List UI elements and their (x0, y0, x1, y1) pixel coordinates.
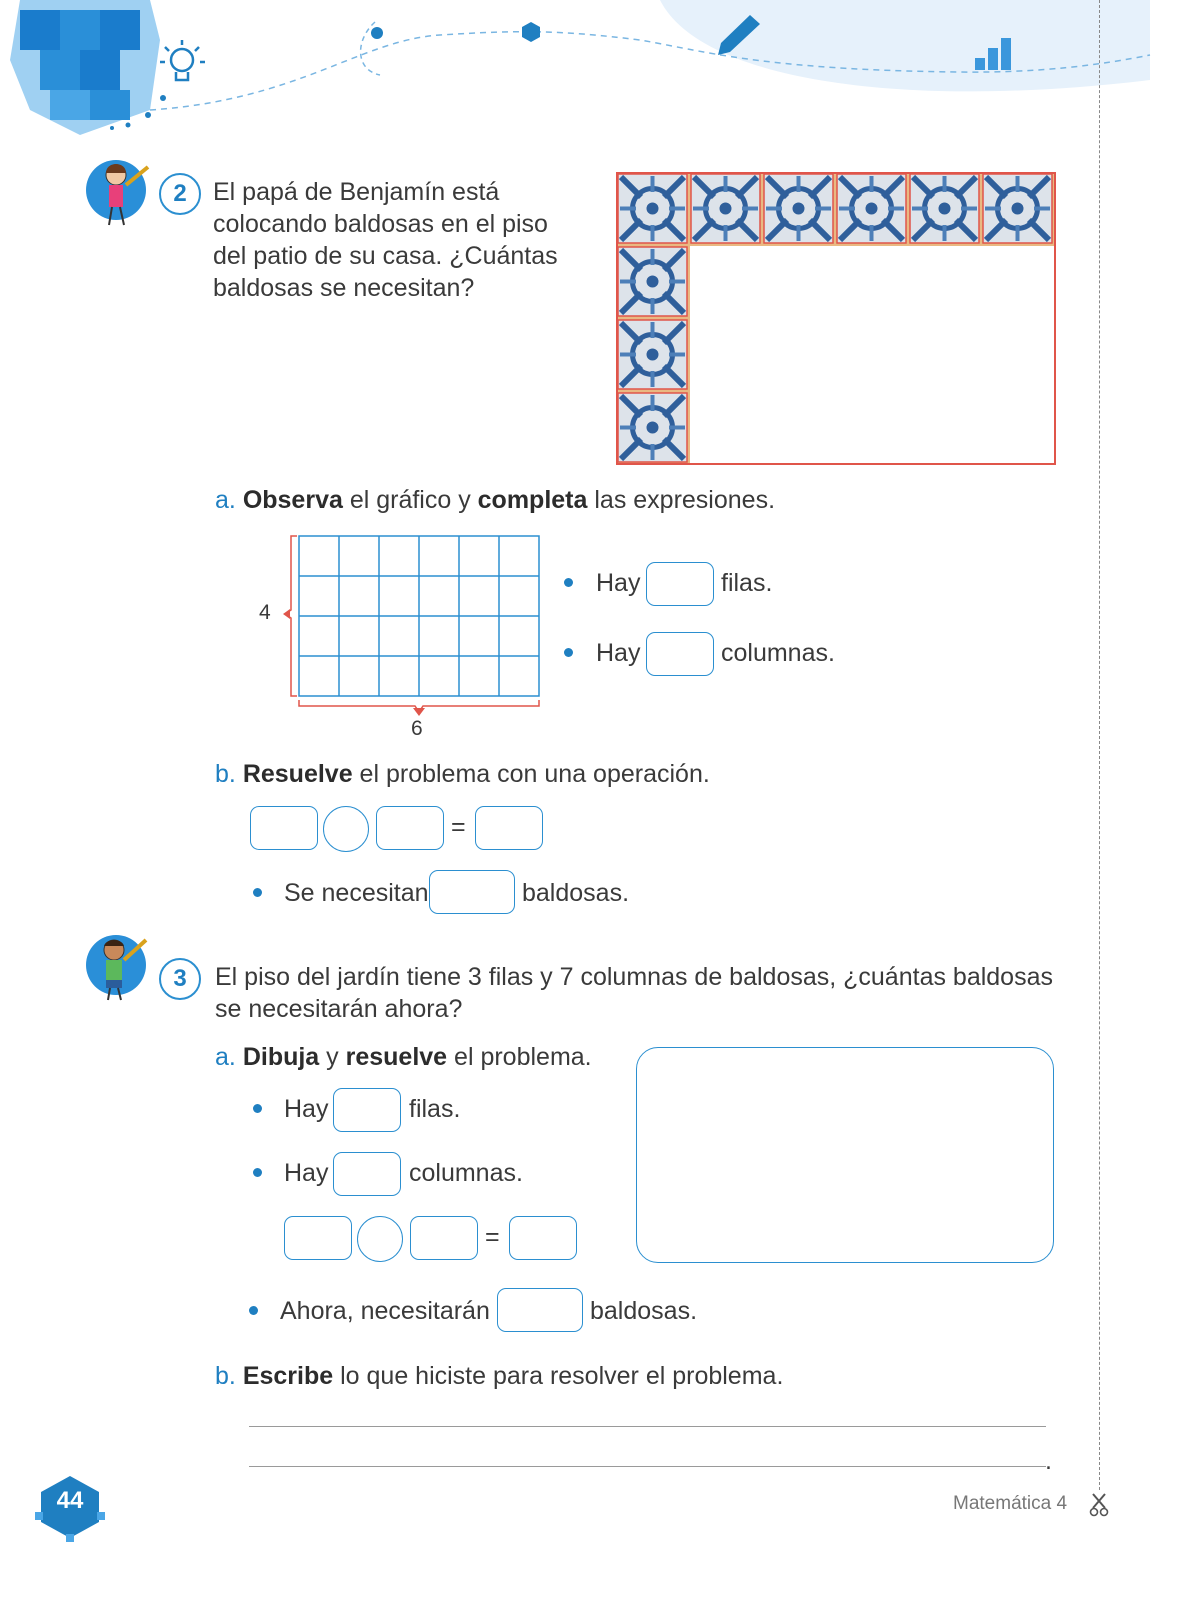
q3-tiles-answer-box[interactable] (497, 1288, 583, 1332)
q3-cols-pre: Hay (284, 1159, 329, 1187)
answer-line-2[interactable] (249, 1466, 1046, 1467)
question-3-text: El piso del jardín tiene 3 filas y 7 columnas de baldosas, ¿cuántas baldosas se necesitarán ahora? (215, 963, 1053, 1023)
q2-part-b-verb: Resuelve (242, 760, 353, 788)
grid-diagram (255, 530, 550, 745)
q3-cols-answer-box[interactable] (333, 1152, 401, 1196)
q3-part-b-rest: lo que hiciste para resolver el problema. (333, 1362, 784, 1390)
q3-part-a-verb2: resuelve (345, 1043, 448, 1071)
q3-part-a-letter: a. (215, 1043, 236, 1071)
q3-result-post: baldosas. (590, 1297, 698, 1325)
q3-rows-pre: Hay (284, 1095, 329, 1123)
q3-equals-sign: = (485, 1223, 500, 1251)
grid-row-label: 4 (259, 601, 271, 624)
q2-part-b-instruction (215, 758, 710, 790)
q3-part-a-mid: y (319, 1043, 346, 1071)
q3-part-b-letter: b. (215, 1362, 236, 1390)
q2-tiles-answer-box[interactable] (429, 870, 515, 914)
q2-part-b-letter: b. (215, 760, 236, 788)
q2-result-box[interactable] (475, 806, 543, 850)
q2-rows-post: filas. (721, 569, 773, 597)
bullet (249, 1306, 258, 1315)
q2-part-a-verb1: Observa (242, 486, 343, 514)
tile-floor-illustration (616, 172, 1056, 466)
question-2-text: El papá de Benjamín está colocando baldosas en el piso del patio de su casa. ¿Cuántas baldosas se necesitan? (213, 178, 558, 302)
q2-part-a-instruction (215, 484, 775, 516)
q2-part-a-mid: el gráfico y (342, 486, 478, 514)
scissors-icon (1088, 1492, 1110, 1518)
header-decoration (0, 0, 1193, 150)
bullet (564, 648, 573, 657)
q2-operand2-box[interactable] (376, 806, 444, 850)
bullet (253, 1104, 262, 1113)
cube-stack-icon (10, 0, 160, 135)
q2-cols-answer-box[interactable] (646, 632, 714, 676)
q3-operand2-box[interactable] (410, 1216, 478, 1260)
q3-part-a-verb1: Dibuja (242, 1043, 320, 1071)
bullet (253, 888, 262, 897)
q3-part-a-rest: el problema. (447, 1043, 592, 1071)
bullet (253, 1168, 262, 1177)
grid-cells (299, 536, 539, 696)
book-title: Matemática 4 (953, 1493, 1068, 1514)
row-bracket-tip (283, 609, 290, 619)
q3-rows-post: filas. (409, 1095, 461, 1123)
q3-drawing-area[interactable] (636, 1047, 1054, 1263)
q2-rows-answer-box[interactable] (646, 562, 714, 606)
answer-period: . (1045, 1447, 1052, 1475)
q2-cols-post: columnas. (721, 639, 835, 667)
q2-part-a-rest: las expresiones. (587, 486, 776, 514)
q3-rows-answer-box[interactable] (333, 1088, 401, 1132)
cut-line (1099, 0, 1100, 1490)
q2-rows-pre: Hay (596, 569, 641, 597)
q2-part-a-letter: a. (215, 486, 236, 514)
q3-part-b-verb: Escribe (242, 1362, 334, 1390)
q3-operator-circle[interactable] (357, 1216, 403, 1262)
question-number-2: 2 (159, 173, 201, 215)
q2-cols-pre: Hay (596, 639, 641, 667)
boy-avatar (84, 930, 154, 1005)
q3-part-a-instruction (215, 1041, 592, 1073)
q2-operand1-box[interactable] (250, 806, 318, 850)
question-number-3: 3 (159, 958, 201, 1000)
grid-col-label: 6 (411, 717, 423, 740)
cube-icon (522, 22, 540, 42)
q3-result-pre: Ahora, necesitarán (280, 1297, 490, 1325)
q3-result-box[interactable] (509, 1216, 577, 1260)
q2-equals-sign: = (451, 813, 466, 841)
q3-operand1-box[interactable] (284, 1216, 352, 1260)
page-number: 44 (56, 1487, 84, 1514)
q2-part-a-verb2: completa (477, 486, 588, 514)
bullet (564, 578, 573, 587)
q3-cols-post: columnas. (409, 1159, 523, 1187)
girl-avatar (84, 155, 154, 230)
q2-result-pre: Se necesitan (284, 879, 429, 907)
q2-result-post: baldosas. (522, 879, 630, 907)
lightbulb-icon (160, 40, 205, 80)
q3-part-b-instruction (215, 1360, 783, 1392)
q2-part-b-rest: el problema con una operación. (352, 760, 710, 788)
answer-line-1[interactable] (249, 1426, 1046, 1427)
q2-operator-circle[interactable] (323, 806, 369, 852)
